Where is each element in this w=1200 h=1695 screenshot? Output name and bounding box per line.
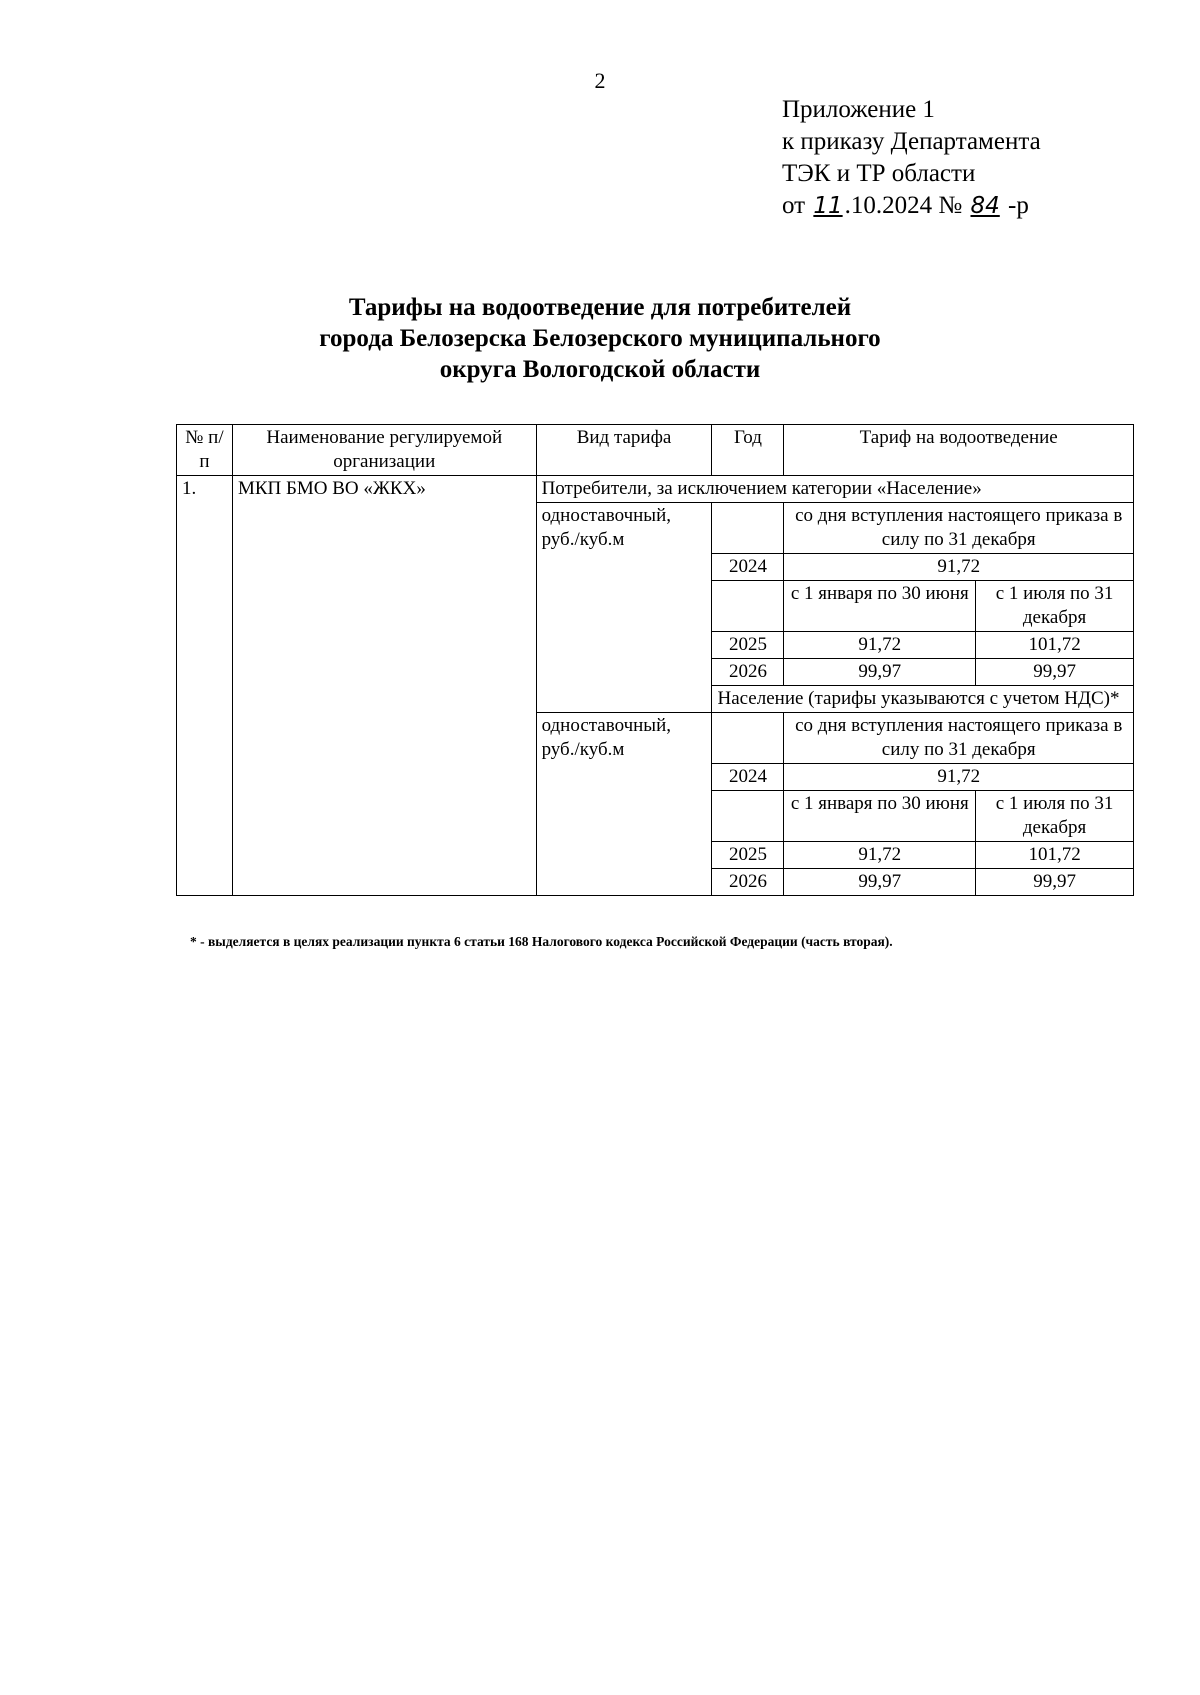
tariff-type: одноставочный, руб./куб.м [536, 503, 712, 713]
appendix-date-line [782, 190, 1041, 222]
value-cell: 101,72 [976, 842, 1134, 869]
footnote: * - выделяется в целях реализации пункта 6 статьи 168 Налогового кодекса Российской Федерации (часть вторая). [190, 934, 893, 949]
year-cell: 2024 [712, 554, 784, 581]
row-number: 1. [177, 476, 233, 896]
value-cell: 91,72 [784, 842, 976, 869]
handwritten-day: 11 [813, 193, 843, 219]
header-org: Наименование регулируемой организации [232, 425, 536, 476]
header-row [177, 425, 1134, 476]
organization-name: МКП БМО ВО «ЖКХ» [232, 476, 536, 896]
section-label: Потребители, за исключением категории «Население» [536, 476, 1133, 503]
value-cell: 91,72 [784, 764, 1134, 791]
value-cell: 99,97 [784, 659, 976, 686]
value-cell: 99,97 [976, 659, 1134, 686]
header-year: Год [712, 425, 784, 476]
header-tariff: Тариф на водоотведение [784, 425, 1134, 476]
year-cell: 2025 [712, 632, 784, 659]
value-cell: 99,97 [976, 869, 1134, 896]
tariff-type: одноставочный, руб./куб.м [536, 713, 712, 896]
year-cell: 2026 [712, 869, 784, 896]
year-cell: 2024 [712, 764, 784, 791]
document-title [0, 292, 1200, 385]
appendix-header [782, 94, 1041, 222]
value-cell: 99,97 [784, 869, 976, 896]
year-cell-empty [712, 713, 784, 764]
year-cell-empty [712, 581, 784, 632]
tariff-table [176, 424, 1134, 896]
section-label: Население (тарифы указываются с учетом НДС)* [712, 686, 1134, 713]
period-initial: со дня вступления настоящего приказа в силу по 31 декабря [784, 503, 1134, 554]
handwritten-order-number: 84 [970, 193, 1000, 219]
year-cell: 2025 [712, 842, 784, 869]
appendix-line-3: ТЭК и ТР области [782, 160, 976, 187]
period-first-half: с 1 января по 30 июня [784, 581, 976, 632]
year-cell: 2026 [712, 659, 784, 686]
period-second-half: с 1 июля по 31 декабря [976, 791, 1134, 842]
date-prefix: от [782, 192, 806, 219]
appendix-line-2: к приказу Департамента [782, 128, 1041, 155]
title-line-3: округа Вологодской области [439, 356, 761, 383]
value-cell: 91,72 [784, 554, 1134, 581]
page-number: 2 [594, 68, 606, 93]
value-cell: 91,72 [784, 632, 976, 659]
period-first-half: с 1 января по 30 июня [784, 791, 976, 842]
period-initial: со дня вступления настоящего приказа в силу по 31 декабря [784, 713, 1134, 764]
title-line-1: Тарифы на водоотведение для потребителей [348, 294, 852, 321]
title-line-2: города Белозерска Белозерского муниципального [319, 325, 881, 352]
value-cell: 101,72 [976, 632, 1134, 659]
header-type: Вид тарифа [536, 425, 712, 476]
order-suffix: -р [1008, 192, 1029, 219]
date-rest: .10.2024 № [844, 192, 963, 219]
appendix-line-1: Приложение 1 [782, 96, 935, 123]
year-cell-empty [712, 503, 784, 554]
year-cell-empty [712, 791, 784, 842]
header-num: № п/п [177, 425, 233, 476]
table-row [177, 476, 1134, 503]
period-second-half: с 1 июля по 31 декабря [976, 581, 1134, 632]
